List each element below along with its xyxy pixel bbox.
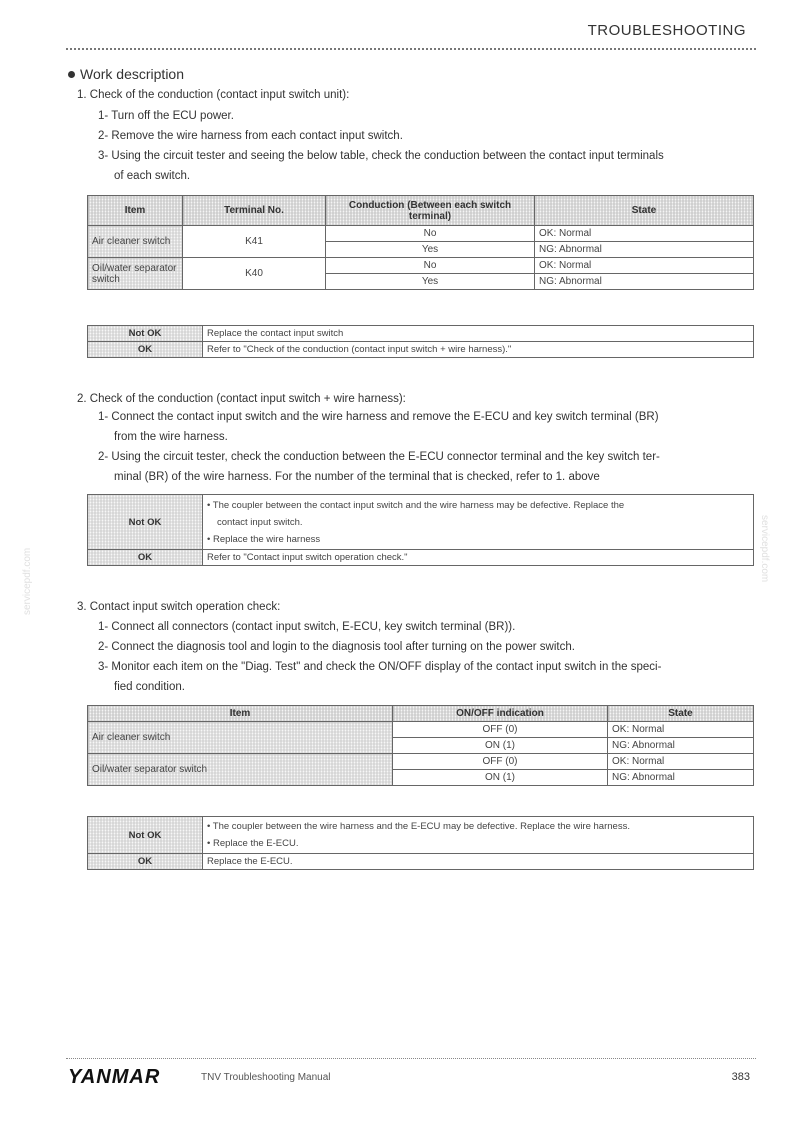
result-label-not-ok: Not OK [88,817,203,854]
table-row [88,754,754,770]
page-number: 383 [731,1071,750,1083]
table-header-state: State [535,196,754,226]
watermark-left: servicepdf.com [22,547,33,615]
table-row [88,495,754,550]
table-row [88,854,754,870]
table-cell-conduction: Yes [326,274,535,290]
footer-divider [66,1058,756,1059]
result-label-not-ok: Not OK [88,495,203,550]
table-row [88,342,754,358]
table-cell-conduction: No [326,258,535,274]
table-cell-terminal: K40 [183,258,326,290]
section2-result-table [87,494,754,566]
table-cell-state: NG: Abnormal [535,242,754,258]
table-row [88,817,754,854]
section2-title: 2. Check of the conduction (contact input switch + wire harness): [77,393,406,405]
table-header-item: Item [88,196,183,226]
table-header-terminal: Terminal No. [183,196,326,226]
section2-step-continued: from the wire harness. [114,431,228,443]
bullet-icon [68,71,75,78]
yanmar-logo: YANMAR [68,1066,161,1088]
section3-step: 2- Connect the diagnosis tool and login to the diagnosis tool after turning on the power switch. [98,641,575,653]
work-description-heading [68,66,184,82]
section3-result-table [87,816,754,870]
header-divider [66,48,756,50]
table-cell-state: OK: Normal [535,226,754,242]
section2-step: 2- Using the circuit tester, check the conduction between the E-ECU connector terminal and the key switch ter- [98,451,660,463]
result-text-not-ok: contact input switch. [217,516,303,528]
table-header-item: Item [88,706,393,722]
table-cell-item: Oil/water separator switch [88,754,393,786]
table-row [88,258,754,274]
table-cell-state: NG: Abnormal [608,738,754,754]
result-cell-not-ok [203,817,754,854]
table-cell-indication: ON (1) [393,738,608,754]
table-header-conduction: Conduction (Between each switch terminal) [326,196,535,226]
table-row [88,226,754,242]
result-label-ok: OK [88,342,203,358]
result-text-not-ok: Replace the contact input switch [203,326,754,342]
work-description-label: Work description [80,66,185,82]
section3-title: 3. Contact input switch operation check: [77,601,281,613]
table-header-state: State [608,706,754,722]
result-text-not-ok: • Replace the E-ECU. [207,838,299,849]
table-cell-conduction: No [326,226,535,242]
conduction-table [87,195,754,290]
section1-result-table [87,325,754,358]
result-label-not-ok: Not OK [88,326,203,342]
section2-step-continued: minal (BR) of the wire harness. For the number of the terminal that is checked, refer to 1. above [114,471,600,483]
result-text-ok: Replace the E-ECU. [203,854,754,870]
table-row [88,550,754,566]
result-text-not-ok: • The coupler between the contact input switch and the wire harness may be defective. Replace the [207,499,625,511]
table-cell-indication: ON (1) [393,770,608,786]
section3-step: 3- Monitor each item on the "Diag. Test" and check the ON/OFF display of the contact input switch in the speci- [98,661,662,673]
section1-step: 3- Using the circuit tester and seeing the below table, check the conduction between the contact input terminals [98,150,664,162]
table-cell-item: Air cleaner switch [88,722,393,754]
result-text-not-ok: • The coupler between the wire harness and the E-ECU may be defective. Replace the wire harness. [207,821,630,832]
section1-title: 1. Check of the conduction (contact input switch unit): [77,89,350,101]
section3-step-continued: fied condition. [114,681,185,693]
page-header-title: TROUBLESHOOTING [587,22,746,39]
manual-title: TNV Troubleshooting Manual [201,1072,331,1083]
section2-step: 1- Connect the contact input switch and the wire harness and remove the E-ECU and key switch terminal (BR) [98,411,659,423]
table-row [88,326,754,342]
table-cell-state: OK: Normal [535,258,754,274]
result-text-not-ok: • Replace the wire harness [207,533,321,545]
table-cell-item: Oil/water separator switch [88,258,183,290]
watermark-right: servicepdf.com [759,515,770,583]
section1-step: 1- Turn off the ECU power. [98,110,234,122]
table-cell-indication: OFF (0) [393,722,608,738]
table-cell-indication: OFF (0) [393,754,608,770]
table-cell-state: NG: Abnormal [535,274,754,290]
table-cell-conduction: Yes [326,242,535,258]
table-row [88,722,754,738]
table-cell-state: OK: Normal [608,722,754,738]
result-cell-not-ok [203,495,754,550]
table-cell-item: Air cleaner switch [88,226,183,258]
result-text-ok: Refer to "Check of the conduction (contact input switch + wire harness)." [203,342,754,358]
table-cell-state: OK: Normal [608,754,754,770]
section1-step-continued: of each switch. [114,170,191,182]
result-label-ok: OK [88,550,203,566]
table-header-indication: ON/OFF indication [393,706,608,722]
table-cell-terminal: K41 [183,226,326,258]
on-off-indication-table [87,705,754,786]
table-cell-state: NG: Abnormal [608,770,754,786]
result-label-ok: OK [88,854,203,870]
result-text-ok: Refer to "Contact input switch operation check." [203,550,754,566]
section1-step: 2- Remove the wire harness from each contact input switch. [98,130,403,142]
section3-step: 1- Connect all connectors (contact input switch, E-ECU, key switch terminal (BR)). [98,621,516,633]
